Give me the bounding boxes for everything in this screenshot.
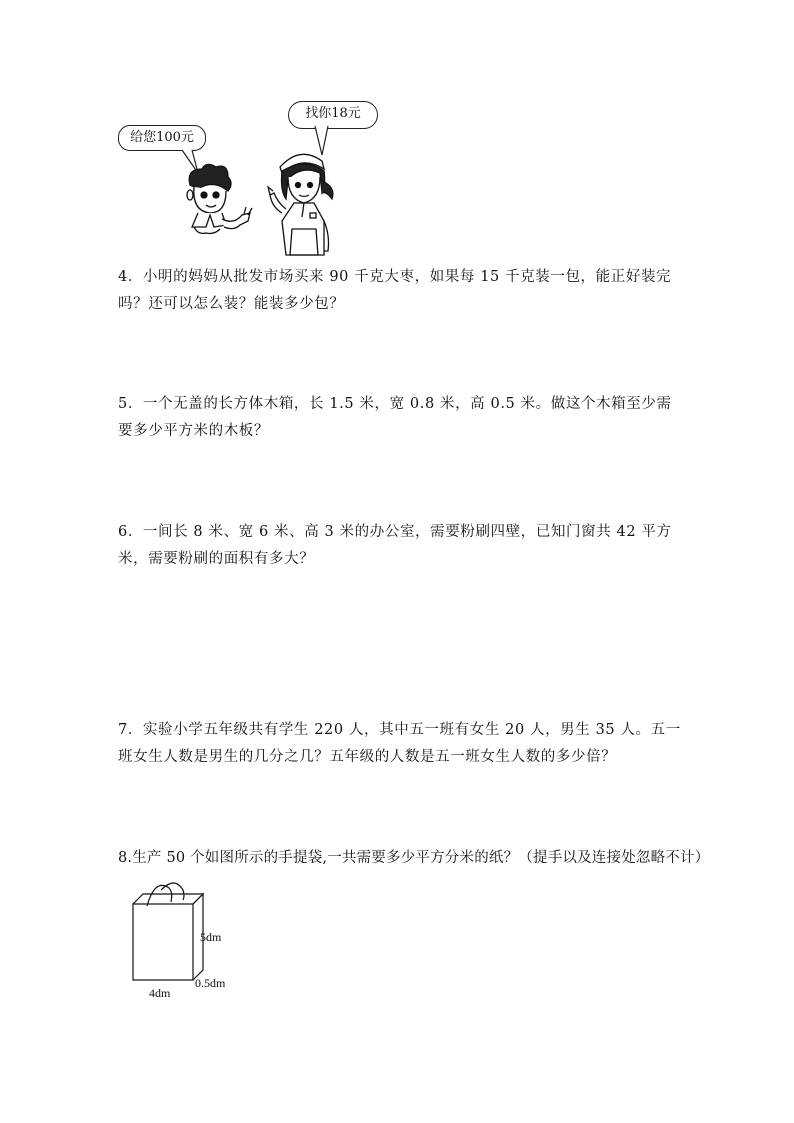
bag-height-label: 5dm	[200, 930, 222, 944]
question-8: 8.生产 50 个如图所示的手提袋,一共需要多少平方分米的纸？（提手以及连接处忽略不计）	[118, 850, 710, 866]
girl-speech-text: 找你18元	[305, 106, 361, 121]
question-4: 4．小明的妈妈从批发市场买来 90 千克大枣，如果每 15 千克装一包，能正好装完吗？还可以怎么装？能装多少包？	[118, 269, 672, 312]
characters-drawing	[110, 95, 370, 260]
question-5: 5．一个无盖的长方体木箱，长 1.5 米，宽 0.8 米，高 0.5 米。做这个木箱至少需要多少平方米的木板？	[118, 396, 672, 439]
boy-speech-text: 给您100元	[130, 130, 194, 145]
handbag-figure	[125, 880, 245, 1005]
question-7: 7．实验小学五年级共有学生 220 人，其中五一班有女生 20 人，男生 35 人。五一班女生人数是男生的几分之几？五年级的人数是五一班女生人数的多少倍？	[118, 722, 681, 765]
handbag-box-icon	[125, 880, 245, 1005]
shopkeeper-girl-icon	[268, 154, 333, 255]
boy-cartoon-icon	[187, 164, 252, 233]
dialogue-illustration	[110, 95, 370, 260]
question-6: 6．一间长 8 米、宽 6 米、高 3 米的办公室，需要粉刷四壁，已知门窗共 42 平方米，需要粉刷的面积有多大？	[118, 524, 672, 567]
bag-width-label: 4dm	[149, 986, 171, 1000]
bag-depth-label: 0.5dm	[195, 976, 226, 990]
